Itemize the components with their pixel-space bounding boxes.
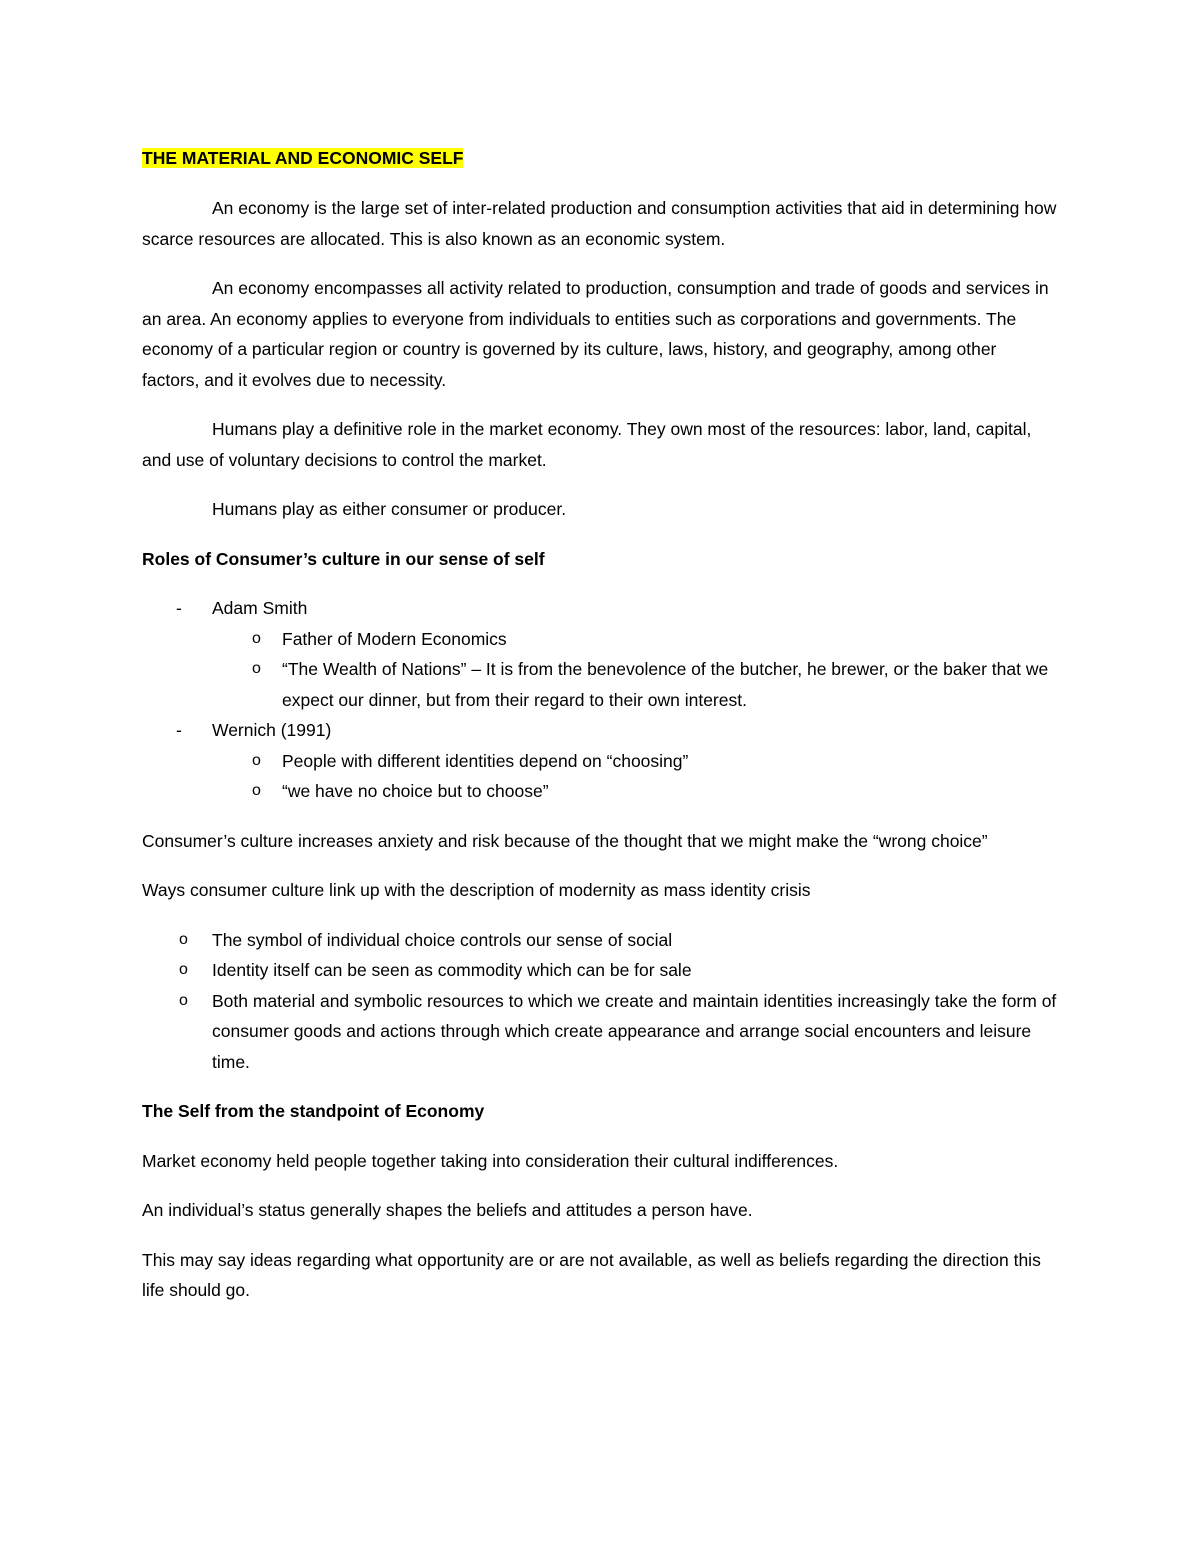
ways-list-item-text: Identity itself can be seen as commodity which can be for sale <box>212 960 692 980</box>
heading-self-economy: The Self from the standpoint of Economy <box>142 1101 485 1121</box>
list-item-wernich <box>142 715 1058 807</box>
sub-list-item <box>212 654 1058 715</box>
document-title <box>142 143 1058 173</box>
sub-list-item-text: “The Wealth of Nations” – It is from the benevolence of the butcher, he brewer, or the baker that we expect our dinner, but from their regard to their own interest. <box>282 659 1049 710</box>
paragraph-market-economy: Market economy held people together taking into consideration their cultural indifferences. <box>142 1150 839 1171</box>
circle-bullet: o <box>252 751 261 769</box>
circle-bullet: o <box>179 991 188 1009</box>
paragraph-identity-crisis: Ways consumer culture link up with the description of modernity as mass identity crisis <box>142 880 811 900</box>
heading-consumer-culture-roles: Roles of Consumer’s culture in our sense of self <box>142 548 545 569</box>
circle-bullet: o <box>179 961 188 978</box>
dash-list-thinkers <box>142 593 1058 807</box>
list-item-label: Adam Smith <box>212 598 308 618</box>
paragraph-consumer-anxiety: Consumer’s culture increases anxiety and risk because of the thought that we might make the “wrong choice” <box>142 830 988 851</box>
paragraph-human-role: Humans play a definitive role in the market economy. They own most of the resources: labor, land, capital, and use of voluntary decisions to control the market. <box>142 419 1032 470</box>
list-item-label: Wernich (1991) <box>212 720 332 740</box>
sub-list-item <box>212 624 1058 655</box>
circle-bullet: o <box>252 629 261 647</box>
circle-bullet: o <box>252 782 261 799</box>
sub-list-item-text: “we have no choice but to choose” <box>282 781 549 801</box>
ways-list-item-text: The symbol of individual choice controls our sense of social <box>212 929 673 950</box>
dash-bullet: - <box>176 598 182 618</box>
paragraph-economy-definition: An economy is the large set of inter-related production and consumption activities that aid in determining how scarce resources are allocated. This is also known as an economic system. <box>142 198 1057 249</box>
ways-list-item-text: Both material and symbolic resources to which we create and maintain identities increasingly take the form of consumer goods and actions through which create appearance and arrange social encounters and leisure time. <box>212 990 1057 1072</box>
paragraph-opportunity: This may say ideas regarding what opportunity are or are not available, as well as beliefs regarding the direction this life should go. <box>142 1249 1041 1300</box>
sub-list-item-text: People with different identities depend on “choosing” <box>282 750 689 771</box>
circle-bullet: o <box>179 930 188 948</box>
dash-bullet: - <box>176 720 182 740</box>
paragraph-economy-scope: An economy encompasses all activity related to production, consumption and trade of goods and services in an area. An economy applies to everyone from individuals to entities such as corporations and governments. The economy of a particular region or country is governed by its culture, laws, history, and geography, among other factors, and it evolves due to necessity. <box>142 278 1049 390</box>
sub-list-adam-smith <box>212 624 1058 716</box>
sub-list-item <box>212 776 1058 807</box>
sub-list-item-text: Father of Modern Economics <box>282 628 507 649</box>
sub-list-item <box>212 746 1058 777</box>
document-body <box>142 143 1058 1325</box>
list-item-adam-smith <box>142 593 1058 715</box>
document-title-highlight: THE MATERIAL AND ECONOMIC SELF <box>142 148 464 168</box>
ways-list <box>142 925 1058 1078</box>
paragraph-consumer-producer: Humans play as either consumer or producer. <box>212 499 567 519</box>
ways-list-item <box>142 955 1058 986</box>
sub-list-wernich <box>212 746 1058 807</box>
ways-list-item <box>142 986 1058 1078</box>
paragraph-individual-status: An individual’s status generally shapes the beliefs and attitudes a person have. <box>142 1200 753 1220</box>
circle-bullet: o <box>252 660 261 677</box>
ways-list-item <box>142 925 1058 956</box>
